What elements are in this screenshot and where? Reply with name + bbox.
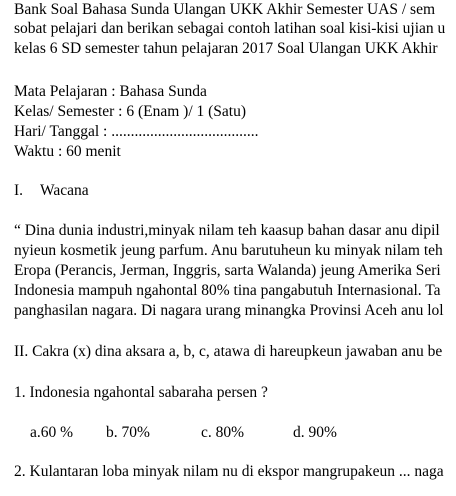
question-1-option-d: d. 90% xyxy=(293,424,337,441)
question-1-option-a: a.60 % xyxy=(30,424,74,441)
passage-line-4: Indonesia mampuh ngahontal 80% tina pangabutuh Internasional. Ta xyxy=(14,282,441,299)
info-day-date: Hari/ Tanggal : ...................................... xyxy=(14,123,259,140)
passage-line-5: panghasilan nagara. Di nagara urang minangka Provinsi Aceh anu lol xyxy=(14,302,444,319)
section-1-heading xyxy=(14,182,89,200)
section-2-instruction: II. Cakra (x) dina aksara a, b, c, atawa di hareupkeun jawaban anu be xyxy=(14,343,443,360)
question-1-option-b: b. 70% xyxy=(106,424,150,441)
info-subject: Mata Pelajaran : Bahasa Sunda xyxy=(14,83,207,100)
passage-line-2: nyieun kosmetik jeung parfum. Anu barutuheun ku minyak nilam teh xyxy=(14,242,443,259)
header-line-1: Bank Soal Bahasa Sunda Ulangan UKK Akhir Semester UAS / sem xyxy=(14,1,436,18)
passage-line-1: “ Dina dunia industri,minyak nilam teh kaasup bahan dasar anu dipil xyxy=(14,222,440,239)
section-1-number: I. xyxy=(14,182,24,199)
passage-line-3: Eropa (Perancis, Jerman, Inggris, sarta Walanda) jeung Amerika Seri xyxy=(14,262,441,279)
info-class-semester: Kelas/ Semester : 6 (Enam )/ 1 (Satu) xyxy=(14,103,247,120)
info-time: Waktu : 60 menit xyxy=(14,143,121,160)
section-1-title: Wacana xyxy=(40,182,89,199)
question-1-option-c: c. 80% xyxy=(201,424,245,441)
header-line-2: sobat pelajari dan berikan sebagai contoh latihan soal kisi-kisi ujian u xyxy=(14,20,446,37)
question-2-text: 2. Kulantaran loba minyak nilam nu di ekspor mangrupakeun ... naga xyxy=(14,463,444,480)
header-line-3: kelas 6 SD semester tahun pelajaran 2017 Soal Ulangan UKK Akhir xyxy=(14,40,438,57)
question-1-text: 1. Indonesia ngahontal sabaraha persen ? xyxy=(14,384,268,401)
